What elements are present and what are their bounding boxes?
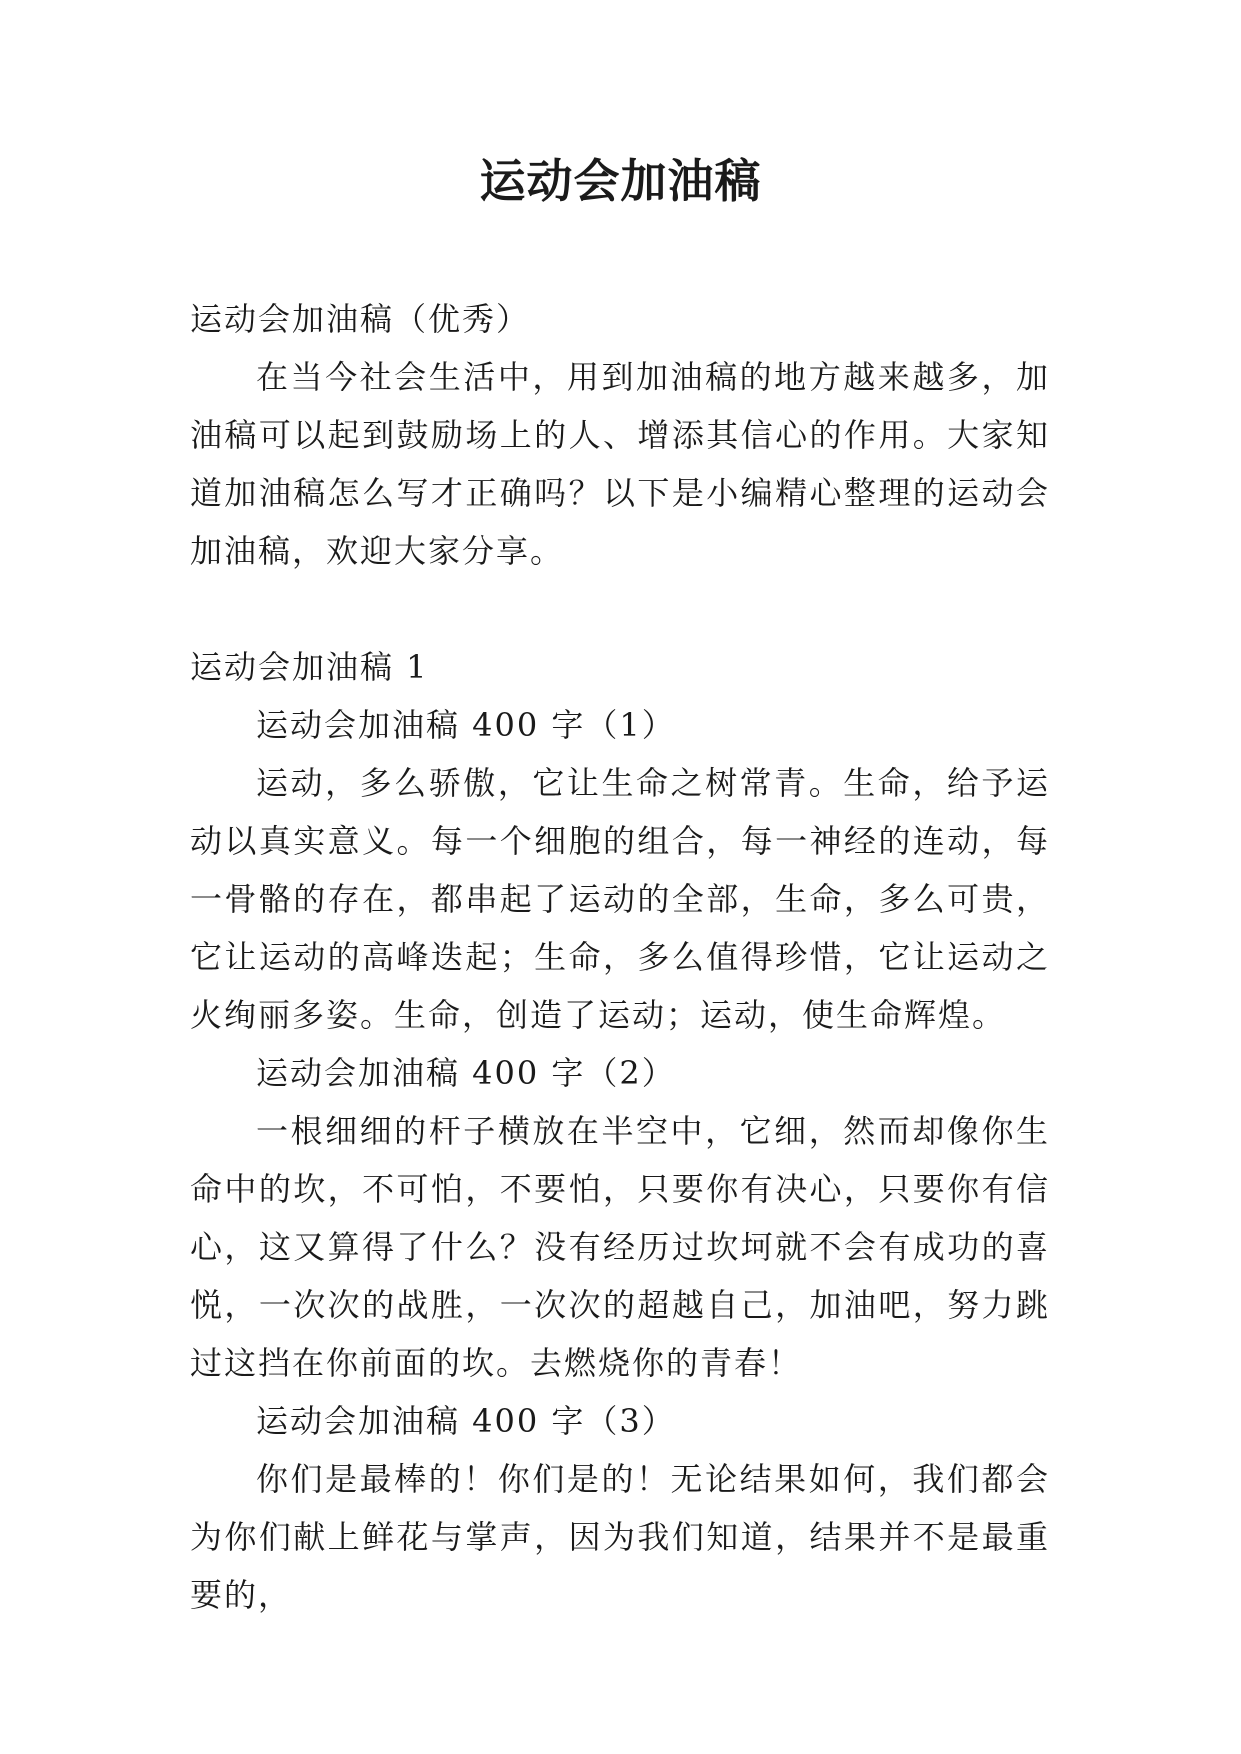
body-paragraph-3: 你们是最棒的！你们是的！无论结果如何，我们都会为你们献上鲜花与掌声，因为我们知道，结果并不是最重要的，	[190, 1460, 1050, 1614]
document-title: 运动会加油稿	[479, 154, 762, 208]
subheading-2: 运动会加油稿 400 字（2）	[256, 1054, 676, 1092]
subtitle-line: 运动会加油稿（优秀）	[190, 300, 531, 338]
document-body	[190, 290, 1050, 1624]
subheading-1: 运动会加油稿 400 字（1）	[256, 706, 676, 744]
intro-paragraph: 在当今社会生活中，用到加油稿的地方越来越多，加油稿可以起到鼓励场上的人、增添其信心的作用。大家知道加油稿怎么写才正确吗？以下是小编精心整理的运动会加油稿，欢迎大家分享。	[190, 358, 1050, 570]
section-heading: 运动会加油稿 1	[190, 648, 429, 686]
body-paragraph-1: 运动，多么骄傲，它让生命之树常青。生命，给予运动以真实意义。每一个细胞的组合，每一神经的连动，每一骨骼的存在，都串起了运动的全部，生命，多么可贵，它让运动的高峰迭起；生命，多么值得珍惜，它让运动之火绚丽多姿。生命，创造了运动；运动，使生命辉煌。	[190, 764, 1050, 1034]
subheading-3: 运动会加油稿 400 字（3）	[256, 1402, 676, 1440]
body-paragraph-2: 一根细细的杆子横放在半空中，它细，然而却像你生命中的坎，不可怕，不要怕，只要你有决心，只要你有信心，这又算得了什么？没有经历过坎坷就不会有成功的喜悦，一次次的战胜，一次次的超越自己，加油吧，努力跳过这挡在你前面的坎。去燃烧你的青春！	[190, 1112, 1050, 1382]
